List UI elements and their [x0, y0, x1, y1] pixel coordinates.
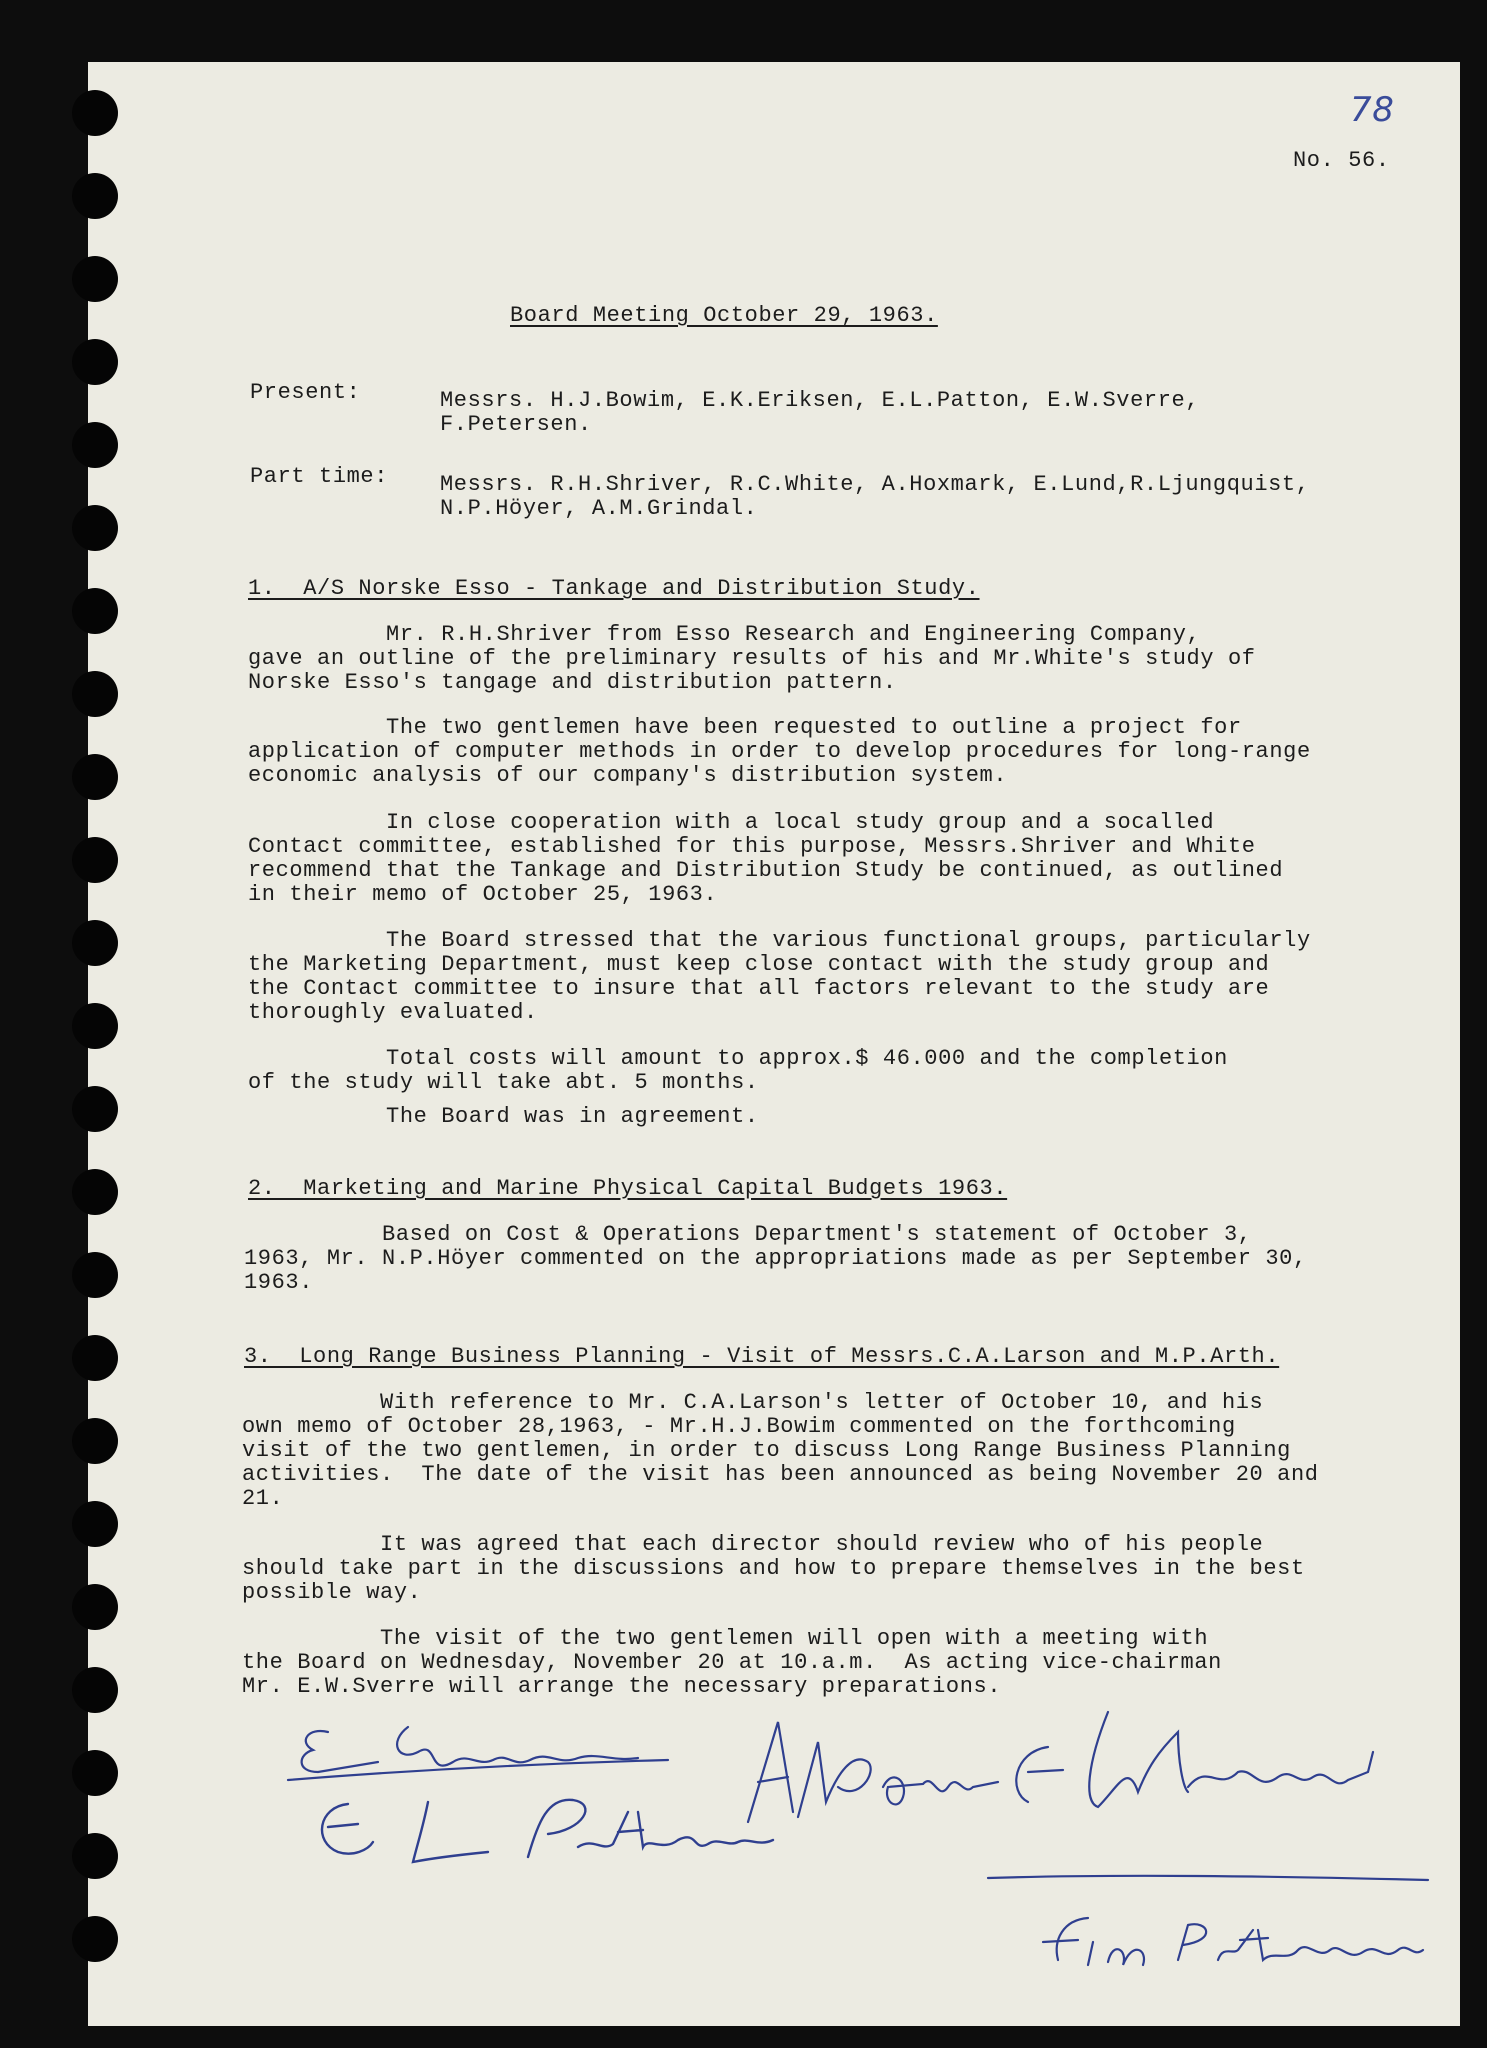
body-line: It was agreed that each director should review who of his people: [242, 1532, 1264, 1557]
binder-hole: [72, 339, 118, 385]
body-line: The visit of the two gentlemen will open with a meeting with: [242, 1626, 1209, 1651]
body-line: Total costs will amount to approx.$ 46.000 and the completion: [248, 1046, 1228, 1071]
body-line: thoroughly evaluated.: [248, 1000, 538, 1025]
body-line: Based on Cost & Operations Department's statement of October 3,: [244, 1222, 1252, 1247]
parttime-label: Part time:: [250, 464, 389, 489]
body-line: The two gentlemen have been requested to outline a project for: [248, 715, 1242, 740]
binder-hole: [72, 1086, 118, 1132]
present-label: Present:: [250, 380, 361, 405]
binder-hole: [72, 1418, 118, 1464]
binder-hole: [72, 505, 118, 551]
parttime-names: Messrs. R.H.Shriver, R.C.White, A.Hoxmark, E.Lund,R.Ljungquist,: [440, 472, 1310, 497]
binder-hole: [72, 1584, 118, 1630]
body-line: In close cooperation with a local study group and a socalled: [248, 810, 1215, 835]
body-line: The Board stressed that the various functional groups, particularly: [248, 928, 1311, 953]
binder-hole: [72, 1501, 118, 1547]
binder-hole: [72, 1003, 118, 1049]
body-line: in their memo of October 25, 1963.: [248, 882, 718, 907]
binder-hole: [72, 1750, 118, 1796]
binder-hole: [72, 1916, 118, 1962]
page-title: Board Meeting October 29, 1963.: [510, 303, 938, 328]
binder-hole: [72, 90, 118, 136]
page-number: 78: [1350, 90, 1395, 130]
binder-hole: [72, 837, 118, 883]
binder-hole: [72, 173, 118, 219]
body-line: 21.: [242, 1486, 284, 1511]
binder-hole: [72, 588, 118, 634]
body-line: 1963, Mr. N.P.Höyer commented on the appropriations made as per September 30,: [244, 1246, 1307, 1271]
binder-hole: [72, 422, 118, 468]
body-line: possible way.: [242, 1580, 422, 1605]
parttime-names: N.P.Höyer, A.M.Grindal.: [440, 496, 758, 521]
document-number: No. 56.: [1293, 148, 1390, 173]
body-line: application of computer methods in order to develop procedures for long-range: [248, 739, 1311, 764]
body-line: Norske Esso's tangage and distribution pattern.: [248, 670, 897, 695]
binder-hole: [72, 671, 118, 717]
body-line: visit of the two gentlemen, in order to discuss Long Range Business Planning: [242, 1438, 1291, 1463]
body-line: the Contact committee to insure that all factors relevant to the study are: [248, 976, 1270, 1001]
binder-hole: [72, 1169, 118, 1215]
body-line: the Board on Wednesday, November 20 at 10.a.m. As acting vice-chairman: [242, 1650, 1222, 1675]
body-line: recommend that the Tankage and Distribution Study be continued, as outlined: [248, 858, 1284, 883]
body-line: With reference to Mr. C.A.Larson's letter of October 10, and his: [242, 1390, 1264, 1415]
binder-hole: [72, 1252, 118, 1298]
section-heading: 3. Long Range Business Planning - Visit of Messrs.C.A.Larson and M.P.Arth.: [244, 1344, 1280, 1369]
document-page: [88, 62, 1460, 2026]
body-line: activities. The date of the visit has been announced as being November 20 and: [242, 1462, 1319, 1487]
section-heading: 2. Marketing and Marine Physical Capital Budgets 1963.: [248, 1176, 1008, 1201]
section-heading: 1. A/S Norske Esso - Tankage and Distribution Study.: [248, 576, 980, 601]
binder-hole: [72, 920, 118, 966]
body-line: Mr. R.H.Shriver from Esso Research and Engineering Company,: [248, 622, 1201, 647]
body-line: own memo of October 28,1963, - Mr.H.J.Bowim commented on the forthcoming: [242, 1414, 1236, 1439]
body-line: Contact committee, established for this purpose, Messrs.Shriver and White: [248, 834, 1256, 859]
signature-bowim-sverre: [708, 1692, 1428, 1852]
body-line: Mr. E.W.Sverre will arrange the necessary preparations.: [242, 1674, 1002, 1699]
body-line: should take part in the discussions and how to prepare themselves in the best: [242, 1556, 1305, 1581]
body-line: gave an outline of the preliminary results of his and Mr.White's study of: [248, 646, 1256, 671]
binder-hole: [72, 256, 118, 302]
binder-hole: [72, 1833, 118, 1879]
binder-hole: [72, 754, 118, 800]
signature-petersen: [968, 1870, 1448, 2020]
binder-hole: [72, 1335, 118, 1381]
present-names: F.Petersen.: [440, 412, 592, 437]
body-line: the Marketing Department, must keep close contact with the study group and: [248, 952, 1270, 977]
present-names: Messrs. H.J.Bowim, E.K.Eriksen, E.L.Patton, E.W.Sverre,: [440, 388, 1200, 413]
body-line: economic analysis of our company's distribution system.: [248, 763, 1008, 788]
body-line: of the study will take abt. 5 months.: [248, 1070, 759, 1095]
binder-hole: [72, 1667, 118, 1713]
body-line: The Board was in agreement.: [248, 1104, 759, 1129]
body-line: 1963.: [244, 1270, 314, 1295]
